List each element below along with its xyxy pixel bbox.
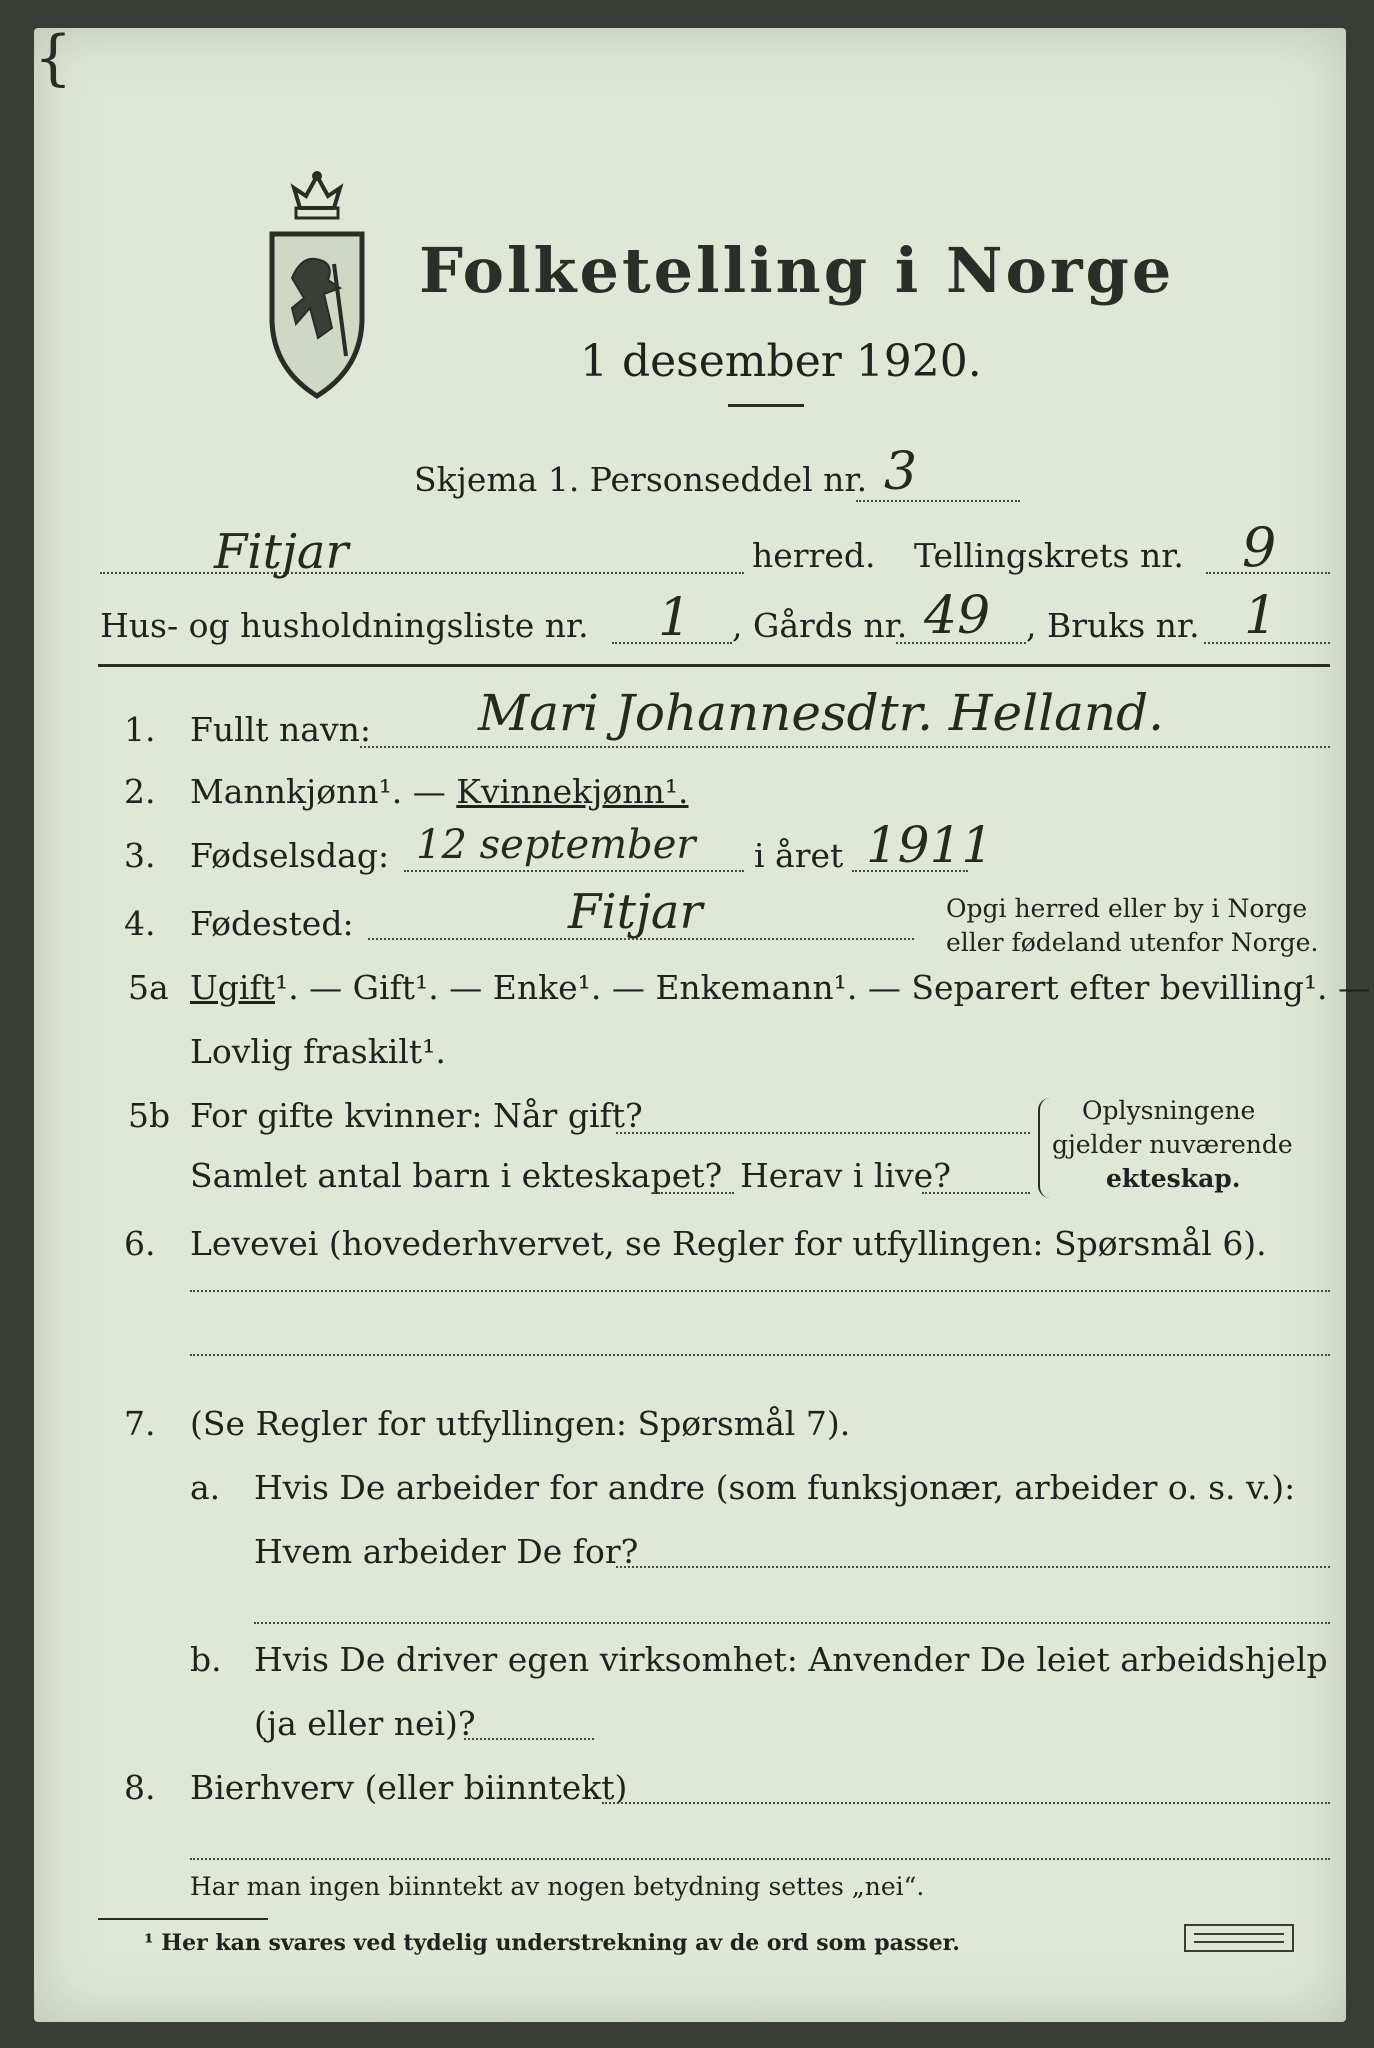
q5a-marital-options-cont: Lovlig fraskilt¹. bbox=[190, 1032, 446, 1071]
occupation-field-2 bbox=[190, 1354, 1330, 1356]
q5b-note-line3: ekteskap. bbox=[1106, 1164, 1241, 1193]
q6-number: 6. bbox=[124, 1224, 156, 1263]
skjema-label: Skjema 1. Personseddel nr. bbox=[414, 460, 868, 499]
census-date: 1 desember 1920. bbox=[580, 336, 982, 387]
children-field bbox=[654, 1192, 734, 1194]
q4-note-line1: Opgi herred eller by i Norge bbox=[946, 894, 1308, 923]
tellingskrets-value: 9 bbox=[1242, 516, 1277, 579]
q5b-alive-label: Herav i live? bbox=[740, 1156, 951, 1195]
personseddel-value: 3 bbox=[884, 442, 918, 502]
q7-number: 7. bbox=[124, 1404, 156, 1443]
q6-label: Levevei (hovederhvervet, se Regler for utfyllingen: Spørsmål 6). bbox=[190, 1224, 1267, 1263]
q1-number: 1. bbox=[124, 710, 156, 749]
occupation-field-1 bbox=[190, 1290, 1330, 1292]
q1-label: Fullt navn: bbox=[190, 710, 371, 749]
personseddel-field bbox=[856, 500, 1020, 502]
hired-help-field bbox=[464, 1738, 594, 1740]
birthplace-value: Fitjar bbox=[568, 884, 703, 940]
q5a-marital-options: Ugift¹. — Gift¹. — Enke¹. — Enkemann¹. — Separert efter bevilling¹. — bbox=[190, 968, 1372, 1007]
bruks-label: , Bruks nr. bbox=[1026, 606, 1200, 645]
footnote: ¹ Her kan svares ved tydelig understrekning av de ord som passer. bbox=[144, 1930, 960, 1956]
q3-year-label: i året bbox=[754, 836, 844, 875]
q5b-number: 5b bbox=[128, 1096, 171, 1135]
husholdningsliste-value: 1 bbox=[658, 588, 692, 648]
birth-year-value: 1911 bbox=[866, 816, 994, 874]
footnote-rule bbox=[98, 1918, 268, 1920]
header-divider bbox=[98, 664, 1330, 667]
side-income-field-2 bbox=[190, 1858, 1330, 1860]
q5b-note-line2: gjelder nuværende bbox=[1052, 1130, 1293, 1159]
q5b-children-label: Samlet antal barn i ekteskapet? bbox=[190, 1156, 723, 1195]
bruks-value: 1 bbox=[1244, 586, 1278, 646]
q8-label: Bierhverv (eller biinntekt) bbox=[190, 1768, 628, 1807]
q7b-letter: b. bbox=[190, 1640, 222, 1679]
q5a-selected-ugift: Ugift bbox=[190, 968, 275, 1007]
full-name-value: Mari Johannesdtr. Helland. bbox=[478, 684, 1164, 742]
employer-field-1 bbox=[616, 1566, 1330, 1568]
husholdningsliste-label: Hus- og husholdningsliste nr. bbox=[100, 606, 589, 645]
herred-field bbox=[100, 572, 744, 574]
q2-sex-options: Mannkjønn¹. — Kvinnekjønn¹. bbox=[190, 772, 689, 811]
side-income-field-1 bbox=[602, 1802, 1330, 1804]
q2-number: 2. bbox=[124, 772, 156, 811]
q4-brace: { bbox=[34, 23, 73, 93]
when-married-field bbox=[616, 1132, 1030, 1134]
q5b-when-married-label: For gifte kvinner: Når gift? bbox=[190, 1096, 643, 1135]
q7a-line2: Hvem arbeider De for? bbox=[254, 1532, 639, 1571]
q8-note: Har man ingen biinntekt av nogen betydning settes „nei“. bbox=[190, 1872, 925, 1901]
gards-label: , Gårds nr. bbox=[732, 606, 908, 645]
q4-number: 4. bbox=[124, 904, 156, 943]
q3-label: Fødselsdag: bbox=[190, 836, 390, 875]
title-rule bbox=[728, 404, 804, 407]
q5a-number: 5a bbox=[128, 968, 169, 1007]
form-title: Folketelling i Norge bbox=[419, 234, 1175, 307]
birthday-value: 12 september bbox=[416, 822, 696, 868]
q7a-line1: Hvis De arbeider for andre (som funksjonær, arbeider o. s. v.): bbox=[254, 1468, 1296, 1507]
full-name-field bbox=[360, 746, 1330, 748]
tellingskrets-label: Tellingskrets nr. bbox=[914, 536, 1184, 575]
printer-stamp-icon bbox=[1184, 1924, 1294, 1952]
q7a-letter: a. bbox=[190, 1468, 221, 1507]
q2-selected-kvinnekjonn: Kvinnekjønn¹. bbox=[456, 772, 689, 811]
herred-value: Fitjar bbox=[214, 524, 349, 580]
q4-note-line2: eller fødeland utenfor Norge. bbox=[946, 928, 1319, 957]
norway-coat-of-arms-icon bbox=[262, 168, 372, 400]
alive-field bbox=[922, 1192, 1030, 1194]
gards-value: 49 bbox=[924, 586, 991, 646]
q8-number: 8. bbox=[124, 1768, 156, 1807]
herred-label: herred. bbox=[752, 536, 876, 575]
census-form-sheet bbox=[34, 23, 1372, 2022]
employer-field-2 bbox=[254, 1622, 1330, 1624]
q7-label: (Se Regler for utfyllingen: Spørsmål 7). bbox=[190, 1404, 851, 1443]
q7b-line2: (ja eller nei)? bbox=[254, 1704, 476, 1743]
birthday-field bbox=[404, 870, 744, 872]
q7b-line1: Hvis De driver egen virksomhet: Anvender De leiet arbeidshjelp bbox=[254, 1640, 1328, 1679]
q4-label: Fødested: bbox=[190, 904, 354, 943]
q5b-note-line1: Oplysningene bbox=[1082, 1096, 1256, 1125]
q3-number: 3. bbox=[124, 836, 156, 875]
